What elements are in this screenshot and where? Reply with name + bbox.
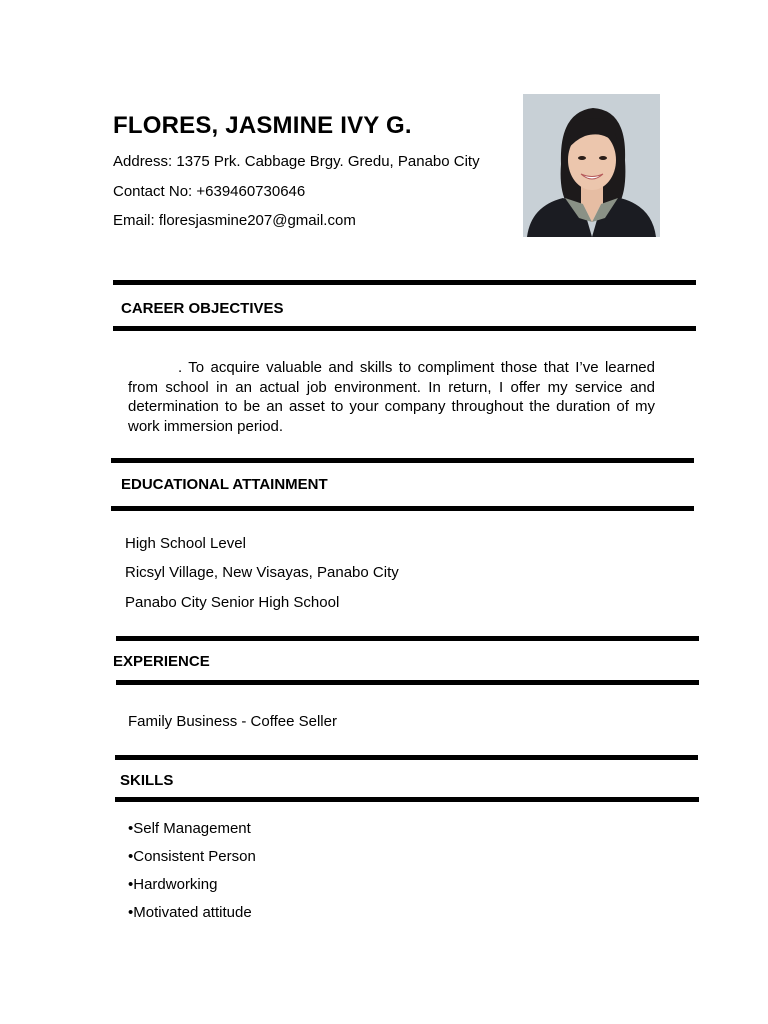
skill-item: •Self Management	[128, 820, 251, 837]
education-heading: EDUCATIONAL ATTAINMENT	[121, 476, 328, 493]
section-rule	[116, 680, 699, 685]
section-rule	[116, 636, 699, 641]
address-line: Address: 1375 Prk. Cabbage Brgy. Gredu, Panabo City	[113, 153, 480, 170]
career-objectives-heading: CAREER OBJECTIVES	[121, 300, 284, 317]
section-rule	[113, 280, 696, 285]
applicant-name: FLORES, JASMINE IVY G.	[113, 112, 412, 139]
section-rule	[111, 458, 694, 463]
career-objectives-text: . To acquire valuable and skills to compliment those that I’ve learned from school in an actual job environment. In return, I offer my service and determination to be an asset to your company throughout the duration of my work immersion period.	[128, 359, 655, 435]
contact-line: Contact No: +639460730646	[113, 183, 306, 200]
section-rule	[115, 755, 698, 760]
experience-heading: EXPERIENCE	[113, 653, 210, 670]
experience-item: Family Business - Coffee Seller	[128, 713, 337, 730]
skill-item: •Consistent Person	[128, 848, 256, 865]
profile-photo	[523, 94, 660, 237]
education-item: Ricsyl Village, New Visayas, Panabo City	[125, 564, 399, 581]
education-item: Panabo City Senior High School	[125, 594, 340, 611]
skill-item: •Motivated attitude	[128, 904, 252, 921]
education-item: High School Level	[125, 535, 246, 552]
email-line: Email: floresjasmine207@gmail.com	[113, 212, 356, 229]
section-rule	[111, 506, 694, 511]
skill-item: •Hardworking	[128, 876, 218, 893]
section-rule	[115, 797, 699, 802]
section-rule	[113, 326, 696, 331]
skills-heading: SKILLS	[120, 772, 174, 789]
